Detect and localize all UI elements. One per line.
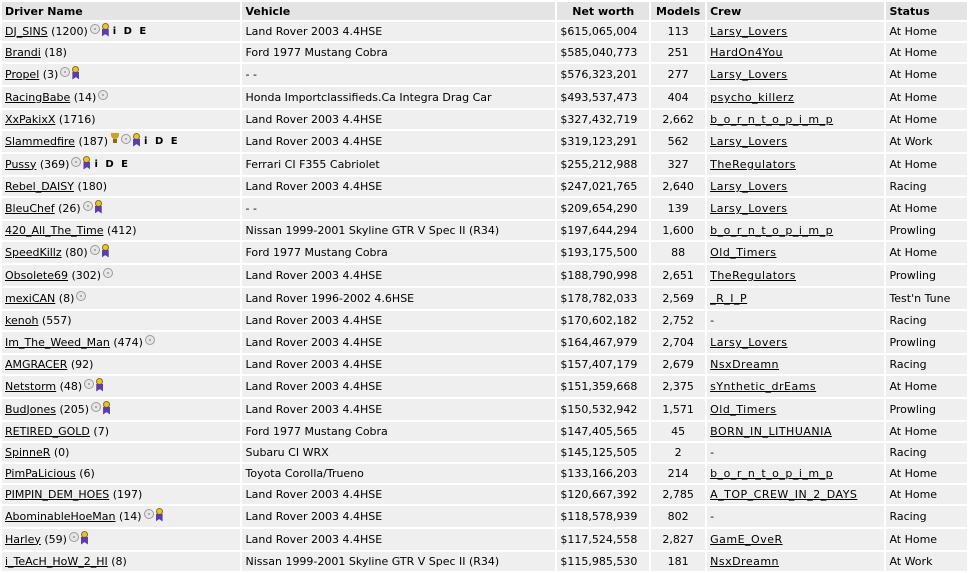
status-cell: Prowling [886,265,967,286]
vehicle-cell: Ford 1977 Mustang Cobra [242,43,555,62]
net-worth-cell: $493,537,473 [557,87,649,108]
table-row [2,332,967,353]
models-cell: 113 [651,22,705,41]
status-cell: At Home [886,422,967,441]
crew-link[interactable]: Larsy_Lovers [710,336,788,349]
table-row [2,485,967,504]
status-cell: At Home [886,110,967,129]
vehicle-cell: - - [242,198,555,219]
models-cell: 277 [651,64,705,85]
net-worth-cell: $319,123,291 [557,131,649,152]
driver-name-link[interactable]: SpeedKillz [5,245,62,259]
cd-icon [145,335,155,345]
crew-cell [707,355,884,374]
net-worth-cell: $150,532,942 [557,399,649,420]
header-row [2,2,967,20]
driver-rank: (369) [39,157,70,171]
crew-link[interactable]: NsxDreamn [710,358,780,371]
driver-rank: (412) [107,224,137,237]
status-cell: At Work [886,552,967,571]
crew-cell [707,332,884,353]
driver-cell [2,154,240,175]
table-row [2,443,967,462]
vehicle-cell: Honda Importclassifieds.Ca Integra Drag Car [242,87,555,108]
vehicle-cell: Land Rover 2003 4.4HSE [242,265,555,286]
table-row [2,506,967,527]
cd-icon [90,245,100,255]
cd-icon [103,268,113,278]
driver-name-link[interactable]: AbominableHoeMan [5,509,116,523]
cd-icon [60,67,70,77]
crew-cell [707,506,884,527]
driver-name-link[interactable]: kenoh [5,314,39,327]
driver-cell [2,422,240,441]
table-row [2,43,967,62]
table-row [2,311,967,330]
cd-icon [69,532,79,542]
crew-link[interactable]: Larsy_Lovers [710,180,788,193]
vehicle-cell: Toyota Corolla/Trueno [242,464,555,483]
crew-link[interactable]: _R_I_P [710,292,748,305]
ribbon-icon [94,200,103,214]
driver-cell [2,464,240,483]
status-cell: At Work [886,131,967,152]
status-cell: Racing [886,177,967,196]
crew-cell [707,110,884,129]
driver-cell [2,376,240,397]
models-cell: 214 [651,464,705,483]
net-worth-cell: $115,985,530 [557,552,649,571]
models-cell: 45 [651,422,705,441]
crew-none: - [710,510,715,523]
status-cell: At Home [886,198,967,219]
vehicle-cell: Land Rover 2003 4.4HSE [242,506,555,527]
driver-badges [98,91,109,104]
driver-badges [71,158,92,172]
table-row [2,552,967,571]
vehicle-cell: Land Rover 2003 4.4HSE [242,399,555,420]
driver-name-link[interactable]: RacingBabe [5,90,71,104]
net-worth-cell: $193,175,500 [557,242,649,263]
vehicle-cell: Subaru CI WRX [242,443,555,462]
vehicle-cell: Land Rover 2003 4.4HSE [242,355,555,374]
crew-none: - [710,314,715,327]
crew-link[interactable]: A_TOP_CREW_IN_2_DAYS [710,488,858,501]
driver-rank: (6) [79,467,95,480]
crew-cell [707,242,884,263]
crew-link[interactable]: Old_Timers [710,403,777,416]
models-cell: 251 [651,43,705,62]
driver-name-link[interactable]: 420_All_The_Time [5,224,104,237]
vehicle-cell: Land Rover 2003 4.4HSE [242,110,555,129]
driver-badges [103,269,114,282]
net-worth-cell: $120,667,392 [557,485,649,504]
header-crew[interactable]: Crew [707,2,884,20]
driver-name-link[interactable]: SpinneR [5,446,51,459]
cd-icon [84,379,94,389]
driver-cell [2,177,240,196]
driver-name-link[interactable]: Netstorm [5,379,57,393]
crew-cell [707,399,884,420]
crew-link[interactable]: b_o_r_n_t_o_p_i_m_p [710,224,834,237]
driver-cell [2,529,240,550]
cd-icon [98,90,108,100]
crew-cell [707,311,884,330]
driver-rank: (26) [58,201,81,215]
net-worth-cell: $585,040,773 [557,43,649,62]
crew-cell [707,529,884,550]
net-worth-cell: $247,021,765 [557,177,649,196]
crew-cell [707,464,884,483]
header-models[interactable]: Models [651,2,705,20]
crew-cell [707,443,884,462]
driver-cell [2,242,240,263]
status-cell: At Home [886,485,967,504]
models-cell: 2,640 [651,177,705,196]
models-cell: 2,827 [651,529,705,550]
driver-cell [2,64,240,85]
models-cell: 2 [651,443,705,462]
driver-name-link[interactable]: RETIRED_GOLD [5,425,90,438]
status-cell: Racing [886,355,967,374]
driver-cell [2,110,240,129]
driver-rank: (187) [78,134,109,148]
net-worth-cell: $145,125,505 [557,443,649,462]
driver-cell [2,221,240,240]
driver-name-link[interactable]: Brandi [5,46,41,59]
net-worth-cell: $118,578,939 [557,506,649,527]
crew-link[interactable]: b_o_r_n_t_o_p_i_m_p [710,467,834,480]
driver-badges [90,246,111,260]
ribbon-icon [82,156,91,170]
driver-cell [2,22,240,41]
crew-link[interactable]: Larsy_Lovers [710,135,788,148]
driver-rank: (8) [111,555,127,568]
status-cell: At Home [886,464,967,483]
driver-rank: (1200) [51,24,88,38]
models-cell: 139 [651,198,705,219]
ribbon-icon [95,378,104,392]
driver-cell [2,131,240,152]
status-cell: Racing [886,443,967,462]
crew-link[interactable]: psycho_killerz [710,91,795,104]
driver-name-link[interactable]: Slammedfire [5,134,75,148]
net-worth-cell: $178,782,033 [557,288,649,309]
driver-cell [2,311,240,330]
crew-link[interactable]: b_o_r_n_t_o_p_i_m_p [710,113,834,126]
crew-cell [707,422,884,441]
table-row [2,242,967,263]
crew-link[interactable]: TheRegulators [710,158,797,171]
vehicle-cell: Nissan 1999-2001 Skyline GTR V Spec II (R34) [242,221,555,240]
models-cell: 802 [651,506,705,527]
driver-rank: (197) [112,488,143,501]
ribbon-icon [80,531,89,545]
driver-rank: (8) [58,291,75,305]
table-row [2,376,967,397]
driver-name-link[interactable]: i_TeAcH_HoW_2_HI [5,555,108,568]
ribbon-icon [71,66,80,80]
vehicle-cell: Land Rover 2003 4.4HSE [242,376,555,397]
driver-rank: (18) [44,46,67,59]
vehicle-cell: Land Rover 2003 4.4HSE [242,311,555,330]
models-cell: 404 [651,87,705,108]
status-cell: At Home [886,154,967,175]
crew-cell [707,552,884,571]
cd-icon [91,402,101,412]
crew-link[interactable]: Old_Timers [710,246,777,259]
driver-cell [2,87,240,108]
status-cell: At Home [886,242,967,263]
status-cell: At Home [886,87,967,108]
header-status[interactable]: Status [886,2,967,20]
crew-link[interactable]: sYnthetic_drEams [710,380,817,393]
crew-link[interactable]: Larsy_Lovers [710,202,788,215]
net-worth-cell: $327,432,719 [557,110,649,129]
driver-name-link[interactable]: BleuChef [5,201,55,215]
models-cell: 2,785 [651,485,705,504]
driver-name-link[interactable]: PIMPIN_DEM_HOES [5,488,110,501]
driver-rank: (80) [65,245,88,259]
driver-badges [144,510,165,524]
driver-name-link[interactable]: Propel [5,67,40,81]
models-cell: 2,752 [651,311,705,330]
models-cell: 2,375 [651,376,705,397]
net-worth-cell: $188,790,998 [557,265,649,286]
models-cell: 562 [651,131,705,152]
trophy-icon [110,133,120,144]
driver-badges [90,25,111,39]
crew-cell [707,43,884,62]
cd-icon [121,134,131,144]
crew-cell [707,22,884,41]
vehicle-cell: Land Rover 2003 4.4HSE [242,332,555,353]
driver-cell [2,399,240,420]
models-cell: 2,704 [651,332,705,353]
crew-cell [707,198,884,219]
driver-rank: (205) [59,402,90,416]
driver-badges [76,292,87,305]
crew-cell [707,177,884,196]
net-worth-cell: $197,644,294 [557,221,649,240]
ribbon-icon [132,133,141,147]
driver-rank: (92) [70,358,94,371]
ribbon-icon [155,508,164,522]
table-row [2,399,967,420]
vehicle-cell: Land Rover 2003 4.4HSE [242,529,555,550]
driver-cell [2,288,240,309]
driver-rank: (180) [77,180,108,193]
net-worth-cell: $164,467,979 [557,332,649,353]
driver-rank: (48) [59,379,83,393]
driver-name-link[interactable]: Rebel_DAISY [5,180,74,193]
table-row [2,464,967,483]
ribbon-icon [101,23,110,37]
status-cell: At Home [886,529,967,550]
driver-rank: (59) [44,532,67,546]
table-row [2,154,967,175]
table-row [2,64,967,85]
driver-rank: (14) [73,90,97,104]
table-row [2,529,967,550]
driver-tag: i D E [94,159,131,170]
table-row [2,177,967,196]
vehicle-cell: Nissan 1999-2001 Skyline GTR V Spec II (R34) [242,552,555,571]
net-worth-cell: $255,212,988 [557,154,649,175]
net-worth-cell: $615,065,004 [557,22,649,41]
vehicle-cell: Ford 1977 Mustang Cobra [242,242,555,263]
vehicle-cell: Land Rover 2003 4.4HSE [242,131,555,152]
status-cell: Test'n Tune [886,288,967,309]
driver-rank: (14) [119,509,142,523]
table-row [2,131,967,152]
driver-rank: (7) [93,425,109,438]
vehicle-cell: Land Rover 2003 4.4HSE [242,22,555,41]
driver-cell [2,506,240,527]
driver-cell [2,265,240,286]
driver-name-link[interactable]: mexiCAN [5,291,56,305]
models-cell: 2,679 [651,355,705,374]
driver-cell [2,485,240,504]
status-cell: Racing [886,311,967,330]
driver-badges [91,403,112,417]
net-worth-cell: $133,166,203 [557,464,649,483]
models-cell: 181 [651,552,705,571]
table-row [2,422,967,441]
crew-none: - [710,446,715,459]
driver-name-link[interactable]: Pussy [5,157,37,171]
vehicle-cell: Ford 1977 Mustang Cobra [242,422,555,441]
driver-cell [2,443,240,462]
crew-link[interactable]: Larsy_Lovers [710,25,788,38]
table-row [2,265,967,286]
driver-rank: (557) [41,314,72,327]
status-cell: Prowling [886,221,967,240]
driver-name-link[interactable]: XxPakixX [5,113,56,126]
driver-rank: (474) [113,335,143,349]
net-worth-cell: $209,654,290 [557,198,649,219]
crew-link[interactable]: Larsy_Lovers [710,68,788,81]
driver-name-link[interactable]: DJ_SINS [5,24,48,38]
driver-name-link[interactable]: AMGRACER [5,358,68,371]
driver-cell [2,43,240,62]
status-cell: At Home [886,22,967,41]
table-row [2,22,967,41]
vehicle-cell: Ferrari CI F355 Cabriolet [242,154,555,175]
ribbon-icon [102,401,111,415]
driver-name-link[interactable]: Obsolete69 [5,268,69,282]
crew-cell [707,376,884,397]
crew-cell [707,485,884,504]
crew-cell [707,87,884,108]
models-cell: 2,662 [651,110,705,129]
cd-icon [90,24,100,34]
driver-rank: (3) [42,67,59,81]
crew-link[interactable]: NsxDreamn [710,555,780,568]
cd-icon [71,157,81,167]
driver-badges [145,336,156,349]
table-row [2,355,967,374]
net-worth-cell: $170,602,182 [557,311,649,330]
crew-link[interactable]: GamE_OveR [710,533,783,546]
models-cell: 1,571 [651,399,705,420]
driver-badges [110,135,142,149]
models-cell: 327 [651,154,705,175]
net-worth-cell: $117,524,558 [557,529,649,550]
driver-badges [84,380,105,394]
crew-link[interactable]: HardOn4You [710,46,784,59]
models-cell: 2,569 [651,288,705,309]
driver-cell [2,552,240,571]
vehicle-cell: Land Rover 2003 4.4HSE [242,177,555,196]
crew-cell [707,265,884,286]
header-net-worth[interactable]: Net worth [557,2,649,20]
crew-cell [707,64,884,85]
models-cell: 1,600 [651,221,705,240]
crew-link[interactable]: TheRegulators [710,269,797,282]
ribbon-icon [101,244,110,258]
models-cell: 88 [651,242,705,263]
driver-name-link[interactable]: BudJones [5,402,56,416]
table-row [2,87,967,108]
status-cell: At Home [886,43,967,62]
driver-rank: (0) [53,446,70,459]
status-cell: Racing [886,506,967,527]
driver-name-link[interactable]: Harley [5,532,41,546]
driver-tag: i D E [144,136,180,147]
crew-link[interactable]: BORN_IN_LITHUANIA [710,425,832,438]
vehicle-cell: - - [242,64,555,85]
status-cell: At Home [886,376,967,397]
models-cell: 2,651 [651,265,705,286]
header-vehicle[interactable]: Vehicle [242,2,555,20]
cd-icon [144,509,154,519]
driver-cell [2,332,240,353]
table-row [2,198,967,219]
driver-badges [60,68,81,82]
cd-icon [83,201,93,211]
driver-cell [2,355,240,374]
status-cell: Prowling [886,399,967,420]
vehicle-cell: Land Rover 1996-2002 4.6HSE [242,288,555,309]
net-worth-cell: $151,359,668 [557,376,649,397]
driver-rank: (302) [71,268,102,282]
table-row [2,221,967,240]
header-driver-name[interactable]: Driver Name [2,2,240,20]
driver-cell [2,198,240,219]
crew-cell [707,288,884,309]
net-worth-cell: $147,405,565 [557,422,649,441]
driver-name-link[interactable]: Im_The_Weed_Man [5,335,110,349]
status-cell: At Home [886,64,967,85]
driver-rank: (1716) [58,113,96,126]
net-worth-cell: $576,323,201 [557,64,649,85]
status-cell: Prowling [886,332,967,353]
driver-tag: i D E [112,26,149,37]
driver-name-link[interactable]: PimPaLicious [5,467,76,480]
driver-badges [69,533,90,547]
crew-cell [707,131,884,152]
driver-badges [83,202,104,216]
crew-cell [707,221,884,240]
net-worth-cell: $157,407,179 [557,355,649,374]
vehicle-cell: Land Rover 2003 4.4HSE [242,485,555,504]
cd-icon [76,291,86,301]
crew-cell [707,154,884,175]
table-row [2,288,967,309]
table-row [2,110,967,129]
